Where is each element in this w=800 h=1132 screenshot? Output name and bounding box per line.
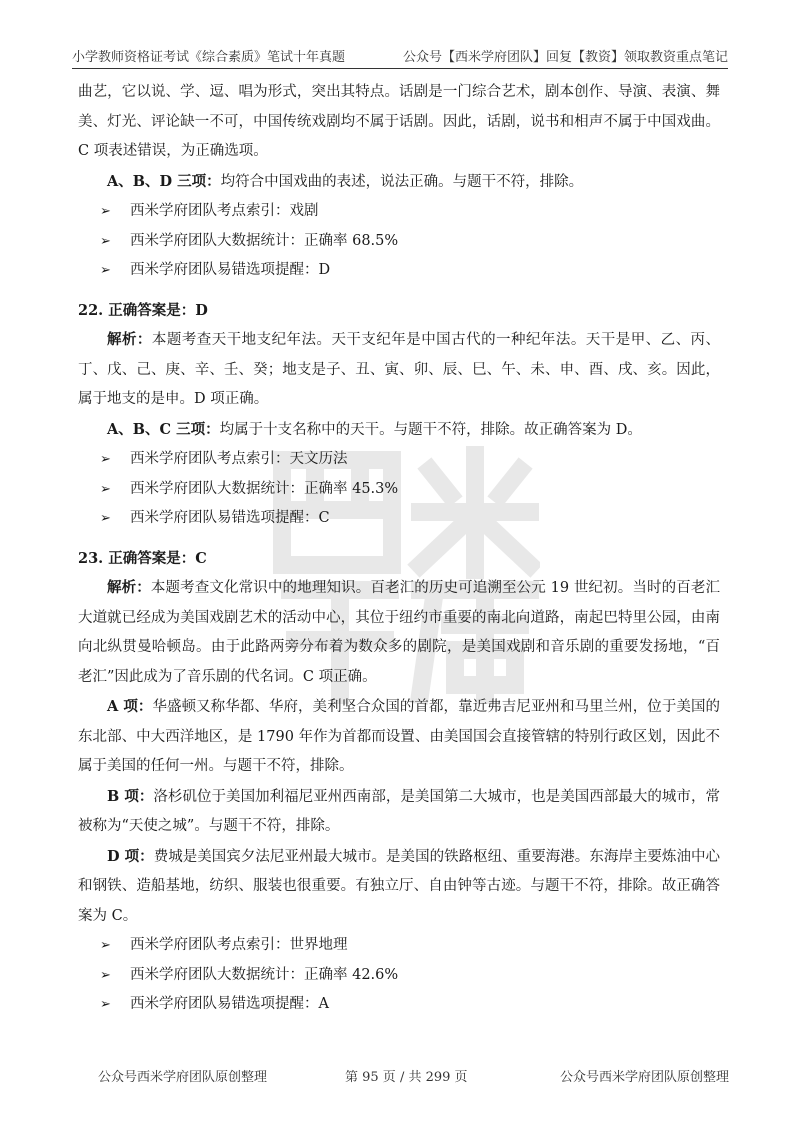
header-promo: 公众号【西米学府团队】回复【教资】领取教资重点笔记 xyxy=(402,50,728,65)
arrow-bullet-icon: ➢ xyxy=(100,967,111,983)
arrow-bullet-icon: ➢ xyxy=(100,204,111,219)
intro-options xyxy=(78,167,720,198)
q23-answer: 23. 正确答案是：C xyxy=(78,549,207,567)
list-item: ➢ 西米学府团队大数据统计：正确率 68.5% xyxy=(78,227,720,257)
arrow-bullet-icon: ➢ xyxy=(100,511,111,526)
list-item: ➢ 西米学府团队易错选项提醒：A xyxy=(78,990,720,1020)
page-number: 第 95 页 / 共 299 页 xyxy=(345,1070,468,1085)
list-item: ➢ 西米学府团队大数据统计：正确率 45.3% xyxy=(78,475,720,505)
arrow-bullet-icon: ➢ xyxy=(100,452,111,467)
list-item: ➢ 西米学府团队大数据统计：正确率 42.6% xyxy=(78,961,720,991)
page-header xyxy=(72,38,728,69)
q23-option-a: A 项：华盛顿又称华都、华府，美利坚合众国的首都，靠近弗吉尼亚州和马里兰州，位于美国的东北部、中大西洋地区，是 1790 年作为首都而设置、由美国国会直接管辖的特别行政区划，因此不属于美国的任何一州。与题干不符，排除。 xyxy=(78,698,720,774)
arrow-bullet-icon: ➢ xyxy=(100,481,111,497)
q23-option-d: D 项：费城是美国宾夕法尼亚州最大城市。是美国的铁路枢纽、重要海港。东海岸主要炼油中心和钢铁、造船基地，纺织、服装也很重要。有独立厅、自由钟等古迹。与题干不符，排除。故正确答案为 C。 xyxy=(78,847,720,924)
arrow-bullet-icon: ➢ xyxy=(100,233,111,249)
list-item: ➢ 西米学府团队考点索引：天文历法 xyxy=(78,445,720,475)
q23-analysis: 解析：本题考查文化常识中的地理知识。百老汇的历史可追溯至公元 19 世纪初。当时的百老汇大道就已经成为美国戏剧艺术的活动中心，其位于纽约市重要的南北向道路，南起巴特里公园，由南向北纵贯曼哈顿岛。由于此路两旁分布着为数众多的剧院，是美国戏剧和音乐剧的重要发扬地，“百老汇”因此成为了音乐剧的代名词。C 项正确。 xyxy=(78,579,720,685)
arrow-bullet-icon: ➢ xyxy=(100,997,111,1012)
q23-option-b: B 项：洛杉矶位于美国加利福尼亚州西南部，是美国第二大城市，也是美国西部最大的城市，常被称为“天使之城”。与题干不符，排除。 xyxy=(78,787,720,834)
footer-left: 公众号西米学府团队原创整理 xyxy=(98,1070,268,1085)
option-text: 均符合中国戏曲的表述，说法正确。与题干不符，排除。 xyxy=(220,173,584,190)
q22-options: A、B、C 三项：均属于十支名称中的天干。与题干不符，排除。故正确答案为 D。 xyxy=(107,420,642,438)
q22-answer: 22. 正确答案是：D xyxy=(78,301,208,319)
list-item: ➢ 西米学府团队易错选项提醒：D xyxy=(78,256,720,286)
header-title: 小学教师资格证考试《综合素质》笔试十年真题 xyxy=(72,50,346,65)
arrow-bullet-icon: ➢ xyxy=(100,263,111,278)
page-content xyxy=(78,78,720,1020)
option-label: A、B、D 三项： xyxy=(107,172,221,190)
arrow-bullet-icon: ➢ xyxy=(100,938,111,953)
list-item: ➢ 西米学府团队易错选项提醒：C xyxy=(78,504,720,534)
list-item: ➢ 西米学府团队考点索引：戏剧 xyxy=(78,197,720,227)
list-item: ➢ 西米学府团队考点索引：世界地理 xyxy=(78,931,720,961)
q22-analysis: 解析：本题考查天干地支纪年法。天干支纪年是中国古代的一种纪年法。天干是甲、乙、丙、丁、戊、己、庚、辛、壬、癸；地支是子、丑、寅、卯、辰、巳、午、未、申、酉、戌、亥。因此，属于地支的是申。D 项正确。 xyxy=(78,331,720,407)
footer-right: 公众号西米学府团队原创整理 xyxy=(560,1070,730,1085)
intro-paragraph: 曲艺，它以说、学、逗、唱为形式，突出其特点。话剧是一门综合艺术，剧本创作、导演、表演、舞美、灯光、评论缺一不可，中国传统戏剧均不属于话剧。因此，话剧，说书和相声不属于中国戏曲。C 项表述错误，为正确选项。 xyxy=(78,84,720,159)
